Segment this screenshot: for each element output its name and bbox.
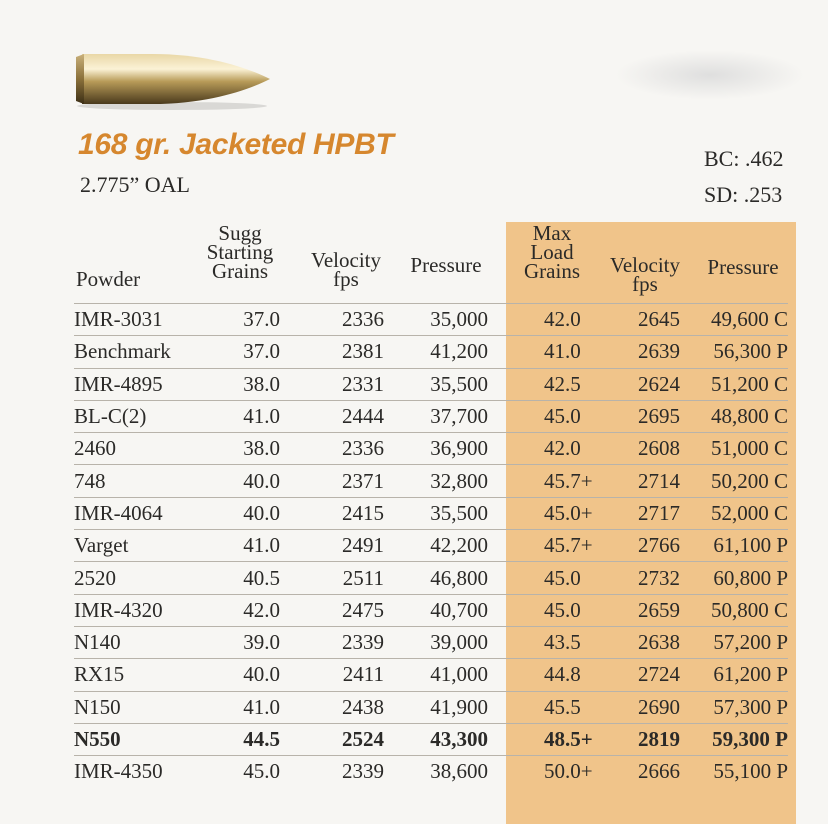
starting-grains: 38.0 [206,433,288,465]
max-velocity: 2717 [604,497,698,529]
starting-grains: 40.5 [206,562,288,594]
powder-name: 2520 [74,562,206,594]
max-pressure: 61,100 P [698,530,788,562]
powder-name: Benchmark [74,336,206,368]
max-pressure: 61,200 P [698,659,788,691]
max-velocity: 2624 [604,368,698,400]
overall-length: 2.775” OAL [80,172,190,197]
powder-name: IMR-4064 [74,497,206,529]
max-velocity: 2659 [604,594,698,626]
max-grains: 45.0 [530,594,604,626]
max-velocity: 2690 [604,691,698,723]
table-row [74,756,788,788]
powder-name: Varget [74,530,206,562]
max-velocity: 2819 [604,723,698,755]
starting-pressure: 39,000 [390,626,530,658]
load-data-table [74,303,788,787]
max-pressure: 57,300 P [698,691,788,723]
starting-grains: 40.0 [206,659,288,691]
starting-pressure: 42,200 [390,530,530,562]
header-start-pressure: Pressure [410,253,482,277]
starting-pressure: 35,000 [390,304,530,336]
bullet-image [72,48,272,110]
starting-pressure: 35,500 [390,368,530,400]
starting-pressure: 40,700 [390,594,530,626]
max-pressure: 51,000 C [698,433,788,465]
max-grains: 42.5 [530,368,604,400]
table-row [74,530,788,562]
powder-name: N150 [74,691,206,723]
starting-pressure: 41,000 [390,659,530,691]
starting-pressure: 32,800 [390,465,530,497]
bullet-title: 168 gr. Jacketed HPBT [78,128,394,161]
max-pressure: 50,800 C [698,594,788,626]
starting-velocity: 2411 [288,659,390,691]
sectional-density: SD: .253 [704,182,783,207]
powder-name: 748 [74,465,206,497]
table-row [74,433,788,465]
table-row [74,368,788,400]
table-row [74,400,788,432]
table-row [74,465,788,497]
powder-name: RX15 [74,659,206,691]
starting-grains: 38.0 [206,368,288,400]
starting-velocity: 2475 [288,594,390,626]
ballistic-coefficient: BC: .462 [704,146,784,171]
max-pressure: 51,200 C [698,368,788,400]
starting-velocity: 2381 [288,336,390,368]
starting-velocity: 2491 [288,530,390,562]
table-row [74,659,788,691]
table-row [74,691,788,723]
starting-grains: 40.0 [206,465,288,497]
starting-pressure: 36,900 [390,433,530,465]
table-row [74,336,788,368]
starting-pressure: 35,500 [390,497,530,529]
max-velocity: 2645 [604,304,698,336]
starting-velocity: 2331 [288,368,390,400]
starting-velocity: 2339 [288,626,390,658]
starting-grains: 41.0 [206,400,288,432]
table-row [74,562,788,594]
max-pressure: 59,300 P [698,723,788,755]
starting-grains: 41.0 [206,530,288,562]
max-pressure: 55,100 P [698,756,788,788]
starting-velocity: 2336 [288,433,390,465]
starting-grains: 37.0 [206,304,288,336]
max-velocity: 2639 [604,336,698,368]
max-grains: 43.5 [530,626,604,658]
table-row [74,626,788,658]
powder-name: IMR-4350 [74,756,206,788]
max-velocity: 2666 [604,756,698,788]
max-pressure: 49,600 C [698,304,788,336]
starting-pressure: 43,300 [390,723,530,755]
max-grains: 45.5 [530,691,604,723]
table-row [74,594,788,626]
max-grains: 45.0 [530,400,604,432]
starting-velocity: 2339 [288,756,390,788]
max-velocity: 2766 [604,530,698,562]
starting-grains: 41.0 [206,691,288,723]
max-grains: 45.7+ [530,465,604,497]
header-max-pressure: Pressure [707,255,779,279]
max-pressure: 48,800 C [698,400,788,432]
starting-grains: 42.0 [206,594,288,626]
max-grains: 48.5+ [530,723,604,755]
starting-velocity: 2336 [288,304,390,336]
max-velocity: 2608 [604,433,698,465]
table-row [74,304,788,336]
max-grains: 42.0 [530,433,604,465]
max-grains: 44.8 [530,659,604,691]
starting-pressure: 37,700 [390,400,530,432]
starting-velocity: 2438 [288,691,390,723]
starting-velocity: 2524 [288,723,390,755]
starting-velocity: 2371 [288,465,390,497]
max-grains: 41.0 [530,336,604,368]
header-powder: Powder [76,267,141,291]
starting-pressure: 46,800 [390,562,530,594]
starting-grains: 40.0 [206,497,288,529]
max-grains: 45.7+ [530,530,604,562]
starting-pressure: 41,200 [390,336,530,368]
max-pressure: 57,200 P [698,626,788,658]
max-pressure: 50,200 C [698,465,788,497]
powder-name: BL-C(2) [74,400,206,432]
table-row [74,497,788,529]
max-velocity: 2732 [604,562,698,594]
starting-pressure: 38,600 [390,756,530,788]
table-row [74,723,788,755]
max-grains: 50.0+ [530,756,604,788]
powder-name: IMR-4320 [74,594,206,626]
powder-name: IMR-3031 [74,304,206,336]
starting-grains: 39.0 [206,626,288,658]
powder-name: 2460 [74,433,206,465]
header-max-velocity: Velocity fps [610,253,680,296]
max-pressure: 52,000 C [698,497,788,529]
starting-grains: 44.5 [206,723,288,755]
header-max-grains: Max Load Grains [524,221,580,283]
powder-name: N140 [74,626,206,658]
starting-velocity: 2415 [288,497,390,529]
header-starting-grains: Sugg Starting Grains [206,221,274,283]
starting-velocity: 2444 [288,400,390,432]
max-velocity: 2724 [604,659,698,691]
max-velocity: 2695 [604,400,698,432]
max-pressure: 56,300 P [698,336,788,368]
max-pressure: 60,800 P [698,562,788,594]
max-velocity: 2714 [604,465,698,497]
powder-name: IMR-4895 [74,368,206,400]
starting-grains: 37.0 [206,336,288,368]
powder-name: N550 [74,723,206,755]
max-grains: 45.0 [530,562,604,594]
starting-grains: 45.0 [206,756,288,788]
max-grains: 42.0 [530,304,604,336]
max-grains: 45.0+ [530,497,604,529]
background-smudge [615,50,805,100]
max-velocity: 2638 [604,626,698,658]
header-start-velocity: Velocity fps [311,248,381,291]
starting-pressure: 41,900 [390,691,530,723]
starting-velocity: 2511 [288,562,390,594]
